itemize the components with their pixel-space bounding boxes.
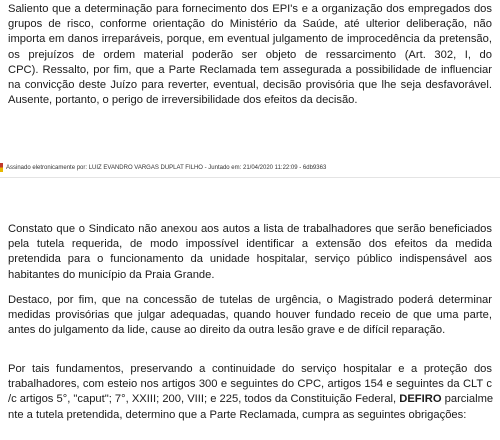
text-line: Saliento que a determinação para fornecimento dos EPI's e a organização dos empregados dos [8,3,492,15]
text-line: pela tutela requerida, de modo impossível identificar a extensão dos efeitos da medida [8,238,492,251]
signature-text: Assinado eletronicamente por: LUIZ EVANDRO VARGAS DUPLAT FILHO - Juntado em: 21/04/2020 11:22:09 - 6db9363 [6,165,327,171]
text-line: os prejuízos de ordem material poderão ser objeto de ressarcimento (Art. 302, I, do [8,48,492,61]
text-line: grupos de risco, conforme orientação do Ministério da Saúde, até ulterior deliberação, não [8,18,492,31]
paragraph-union-list [0,222,500,283]
text-line: antes do julgamento da lide, cause ao direito da outra lesão grave e de difícil reparação. [8,324,446,337]
text-line: na convicção deste Juízo para reverter, eventual, decisão provisória que lhe seja desfavorável. [8,79,492,92]
page-separator [0,177,500,178]
text-line: habitantes do município da Praia Grande. [8,268,215,281]
electronic-signature-footer [0,161,500,175]
text-line: nte a tutela pretendida, determino que a Parte Reclamada, cumpra as seguintes obrigações: [8,408,467,421]
paragraph-epi-determination [0,2,500,108]
text-line [8,392,492,407]
text-segment: parcialme [441,393,494,406]
text-line: Ausente, portanto, o perigo de irreversibilidade dos efeitos da decisão. [8,94,358,107]
paragraph-urgency-measures [0,293,500,339]
text-line: CPC). Ressalto, por fim, que a Parte Reclamada tem assegurada a possibilidade de influenciar [8,63,492,76]
signature-mark-icon [0,163,3,172]
text-line: Por tais fundamentos, preservando a continuidade do serviço hospitalar e a proteção dos [8,363,492,375]
text-line: Destaco, por fim, que na concessão de tutelas de urgência, o Magistrado poderá determinar [8,294,492,306]
text-line: trabalhadores, com esteio nos artigos 300 e seguintes do CPC, artigos 154 e seguintes da CLT c [8,378,492,391]
text-line: pretendida para o funcionamento da unidade hospitalar, serviço público indispensável aos [8,253,492,266]
text-segment: /c artigos 5°, "caput"; 7°, XXIII; 200, VIII; e 225, todos da Constituição Federal, [8,393,400,406]
text-line: Constato que o Sindicato não anexou aos autos a lista de trabalhadores que serão beneficiados [8,223,492,235]
ruling-keyword: DEFIRO [399,393,442,406]
paragraph-ruling [0,362,500,423]
text-line: medidas provisórias que julgar adequadas, quando houver fundado receio de que uma parte, [8,309,492,322]
text-line: importa em danos irreparáveis, porque, em eventual julgamento de improcedência da pretensão, [8,33,492,46]
